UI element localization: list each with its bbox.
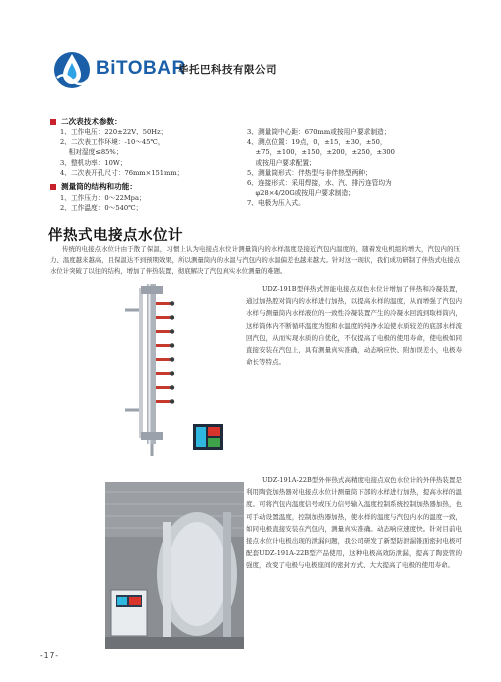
article-title: 伴热式电接点水位计 xyxy=(48,228,183,244)
spec-line: 或按用户要求配置； xyxy=(247,158,316,167)
spec-line: 相对湿度≤85%； xyxy=(60,148,123,157)
tech-params-heading xyxy=(50,116,122,127)
tech-params-heading-text: 二次表技术参数： xyxy=(61,117,122,126)
spec-line: ±75，±100，±150，±200，±250，±300 xyxy=(247,148,395,157)
article-paragraph-1: UDZ-191B型伴热式智能电接点双色水位计增加了伴热和冷凝装置，通过加热腔对筒内的水样进行加热，以提高水样的温度，从而增强了汽包内水样与测量筒内水样液位的一致性冷凝装置产生的冷凝水回流到取样筒内，这样筒体内不断循环温度为饱和水温度的纯净水迫使水质较差的底部水样流回汽包，从而实现水质的自优化，不仅提高了电极的使用寿命，使电极如同直接安装在汽包上，具有测量真实准确，动态响应快、附加误差小，电极寿命长等特点。 xyxy=(246,285,462,367)
level-gauge-photo xyxy=(117,280,229,461)
bullet-square-icon xyxy=(50,184,56,190)
bitobar-logo-icon xyxy=(52,50,92,90)
spec-line: 3、整机功率：10W； xyxy=(60,158,127,167)
spec-line: 6、连接形式：采用焊接，水、汽、排污连管均为 xyxy=(247,179,392,188)
installation-site-photo xyxy=(105,482,244,649)
structure-heading xyxy=(50,181,137,192)
article-paragraph-2: UDZ-191A-22B型外伴热式高精度电接点双色水位计的外伴热装置是利用陶瓷加热器对电接点水位计测量筒下部的水样进行加热，提高水样的温度。可将汽包内温度信号或压力信号输入温度控制系统控制加热器加热，也可手动设置温度，控制加热器加热，使水样的温度与汽包内水的温度一致，如同电极直接安装在汽包内，测量真实准确。动态响应速度快。针对目前电接点水位计电极出现的泄漏问题，我公司研发了新型防泄漏锥面密封电极可配套UDZ-191A-22B型产品使用，这种电极高效防泄漏，提高了陶瓷管的强度，改变了电极与电极座间的密封方式、大大提高了电极的使用寿命。 xyxy=(246,476,462,570)
spec-line: 3、测量筒中心距：670mm或按用户要求制造； xyxy=(247,128,391,136)
company-name: 毕托巴科技有限公司 xyxy=(178,64,277,76)
page-number: -17- xyxy=(40,651,59,660)
spec-line: 1、工作电压：220±22V、50Hz； xyxy=(60,128,168,136)
structure-heading-text: 测量筒的结构和功能： xyxy=(61,182,137,191)
tech-params-list xyxy=(60,127,183,178)
spec-line: 4、二次表开孔尺寸：76mm×151mm； xyxy=(60,168,184,177)
article-intro: 传统的电接点水位计由于散了保温，习惯上认为电接点水位计测量筒内的水样温度是接近汽包内温度的，随着发电机组的增大，汽包内的压力、温度越来越高，且保温达不到预期效果，所以测量筒内的水温与汽包内的水温偏差也越来越大。针对这一现状，我们成功研制了伴热式电接点水位计突破了以往的结构，增加了伴热装置，彻底解决了汽包真实水位测量的难题。 xyxy=(50,245,460,276)
bullet-square-icon xyxy=(50,119,56,125)
spec-line: 2、工作温度：0～540℃； xyxy=(60,204,143,213)
structure-list xyxy=(60,193,146,213)
spec-line: φ28×4/20G或按用户要求制造； xyxy=(247,189,355,198)
right-spec-list xyxy=(247,127,395,209)
spec-line: 1、工作压力：0～22Mpa； xyxy=(60,194,146,202)
spec-line: 2、二次表工作环境：-10～45℃， xyxy=(60,138,165,147)
spec-line: 4、测点位置：19点，0，±15，±30，±50， xyxy=(247,138,387,147)
spec-line: 7、电极为压入式。 xyxy=(247,199,305,208)
spec-line: 5、测量筒形式：伴热型与非伴热型两种； xyxy=(247,168,372,177)
brand-name: BiTOBAR xyxy=(96,58,186,79)
